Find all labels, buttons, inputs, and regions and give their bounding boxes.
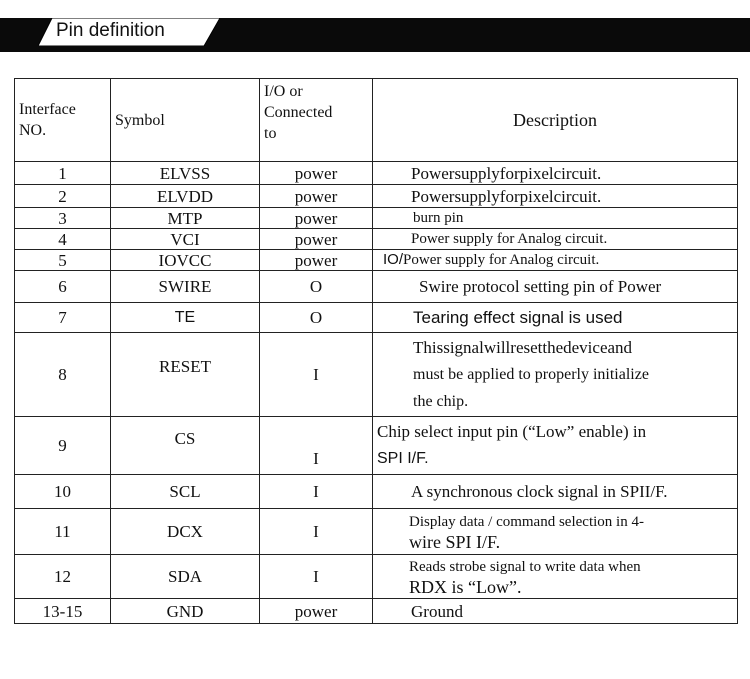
description-line: Display data / command selection in 4- bbox=[409, 513, 644, 530]
description-line: wire SPI I/F. bbox=[409, 531, 501, 552]
cell-description: Ground bbox=[373, 599, 738, 624]
cell-no: 9 bbox=[15, 417, 111, 475]
cell-symbol: TE bbox=[111, 303, 260, 333]
table-row bbox=[15, 555, 738, 599]
cell-no: 13-15 bbox=[15, 599, 111, 624]
cell-io: I bbox=[260, 475, 373, 509]
section-title-tab bbox=[38, 18, 220, 46]
header-symbol: Symbol bbox=[111, 79, 260, 162]
cell-io: O bbox=[260, 271, 373, 303]
description-line: the chip. bbox=[413, 392, 469, 410]
cell-symbol: RESET bbox=[111, 333, 260, 417]
cell-description bbox=[373, 417, 738, 475]
cell-symbol: ELVDD bbox=[111, 185, 260, 208]
cell-io: I bbox=[260, 555, 373, 599]
cell-io: O bbox=[260, 303, 373, 333]
table-row bbox=[15, 229, 738, 250]
cell-io: I bbox=[260, 417, 373, 475]
description-line: RDX is “Low”. bbox=[409, 576, 522, 597]
table-row bbox=[15, 250, 738, 271]
description-line: SPI I/F. bbox=[377, 450, 429, 467]
table-row bbox=[15, 185, 738, 208]
cell-description: A synchronous clock signal in SPII/F. bbox=[373, 475, 738, 509]
cell-symbol: SDA bbox=[111, 555, 260, 599]
table-row bbox=[15, 271, 738, 303]
table-row bbox=[15, 599, 738, 624]
header-interface: Interface NO. bbox=[15, 79, 111, 162]
cell-symbol: SWIRE bbox=[111, 271, 260, 303]
table-header-row bbox=[15, 79, 738, 162]
cell-io: power bbox=[260, 162, 373, 185]
description-line: must be applied to properly initialize bbox=[413, 365, 649, 383]
table-row bbox=[15, 162, 738, 185]
cell-description bbox=[373, 333, 738, 417]
cell-description: Powersupplyforpixelcircuit. bbox=[373, 162, 738, 185]
table-row bbox=[15, 417, 738, 475]
section-title: Pin definition bbox=[56, 20, 165, 41]
table-row bbox=[15, 333, 738, 417]
cell-description: Tearing effect signal is used bbox=[373, 303, 738, 333]
cell-no: 12 bbox=[15, 555, 111, 599]
cell-io: power bbox=[260, 599, 373, 624]
cell-no: 4 bbox=[15, 229, 111, 250]
cell-no: 8 bbox=[15, 333, 111, 417]
cell-symbol: CS bbox=[111, 417, 260, 475]
cell-no: 11 bbox=[15, 509, 111, 555]
cell-symbol: ELVSS bbox=[111, 162, 260, 185]
cell-description: Powersupplyforpixelcircuit. bbox=[373, 185, 738, 208]
cell-io: power bbox=[260, 185, 373, 208]
cell-description: Swire protocol setting pin of Power bbox=[373, 271, 738, 303]
cell-no: 6 bbox=[15, 271, 111, 303]
header-description: Description bbox=[373, 79, 738, 162]
cell-io: I bbox=[260, 333, 373, 417]
description-line: Thissignalwillresetthedeviceand bbox=[413, 337, 633, 357]
cell-io: power bbox=[260, 229, 373, 250]
cell-description: Power supply for Analog circuit. bbox=[373, 229, 738, 250]
cell-io: I bbox=[260, 509, 373, 555]
cell-symbol: VCI bbox=[111, 229, 260, 250]
cell-description bbox=[373, 250, 738, 271]
cell-no: 7 bbox=[15, 303, 111, 333]
table-row bbox=[15, 509, 738, 555]
description-line: Chip select input pin (“Low” enable) in bbox=[377, 422, 647, 441]
cell-description bbox=[373, 509, 738, 555]
table-row bbox=[15, 475, 738, 509]
cell-no: 3 bbox=[15, 208, 111, 229]
description-text: Power supply for Analog circuit. bbox=[403, 252, 600, 268]
cell-no: 10 bbox=[15, 475, 111, 509]
cell-description: burn pin bbox=[373, 208, 738, 229]
table-row bbox=[15, 303, 738, 333]
cell-symbol: MTP bbox=[111, 208, 260, 229]
header-io: I/O or Connected to bbox=[260, 79, 373, 162]
cell-no: 2 bbox=[15, 185, 111, 208]
description-line: Reads strobe signal to write data when bbox=[409, 558, 641, 575]
cell-symbol: GND bbox=[111, 599, 260, 624]
pin-definition-table bbox=[14, 78, 738, 624]
cell-no: 1 bbox=[15, 162, 111, 185]
cell-symbol: DCX bbox=[111, 509, 260, 555]
cell-io: power bbox=[260, 208, 373, 229]
cell-description bbox=[373, 555, 738, 599]
description-prefix: IO/ bbox=[383, 251, 404, 268]
cell-io: power bbox=[260, 250, 373, 271]
table-row bbox=[15, 208, 738, 229]
cell-symbol: SCL bbox=[111, 475, 260, 509]
cell-symbol: IOVCC bbox=[111, 250, 260, 271]
cell-no: 5 bbox=[15, 250, 111, 271]
